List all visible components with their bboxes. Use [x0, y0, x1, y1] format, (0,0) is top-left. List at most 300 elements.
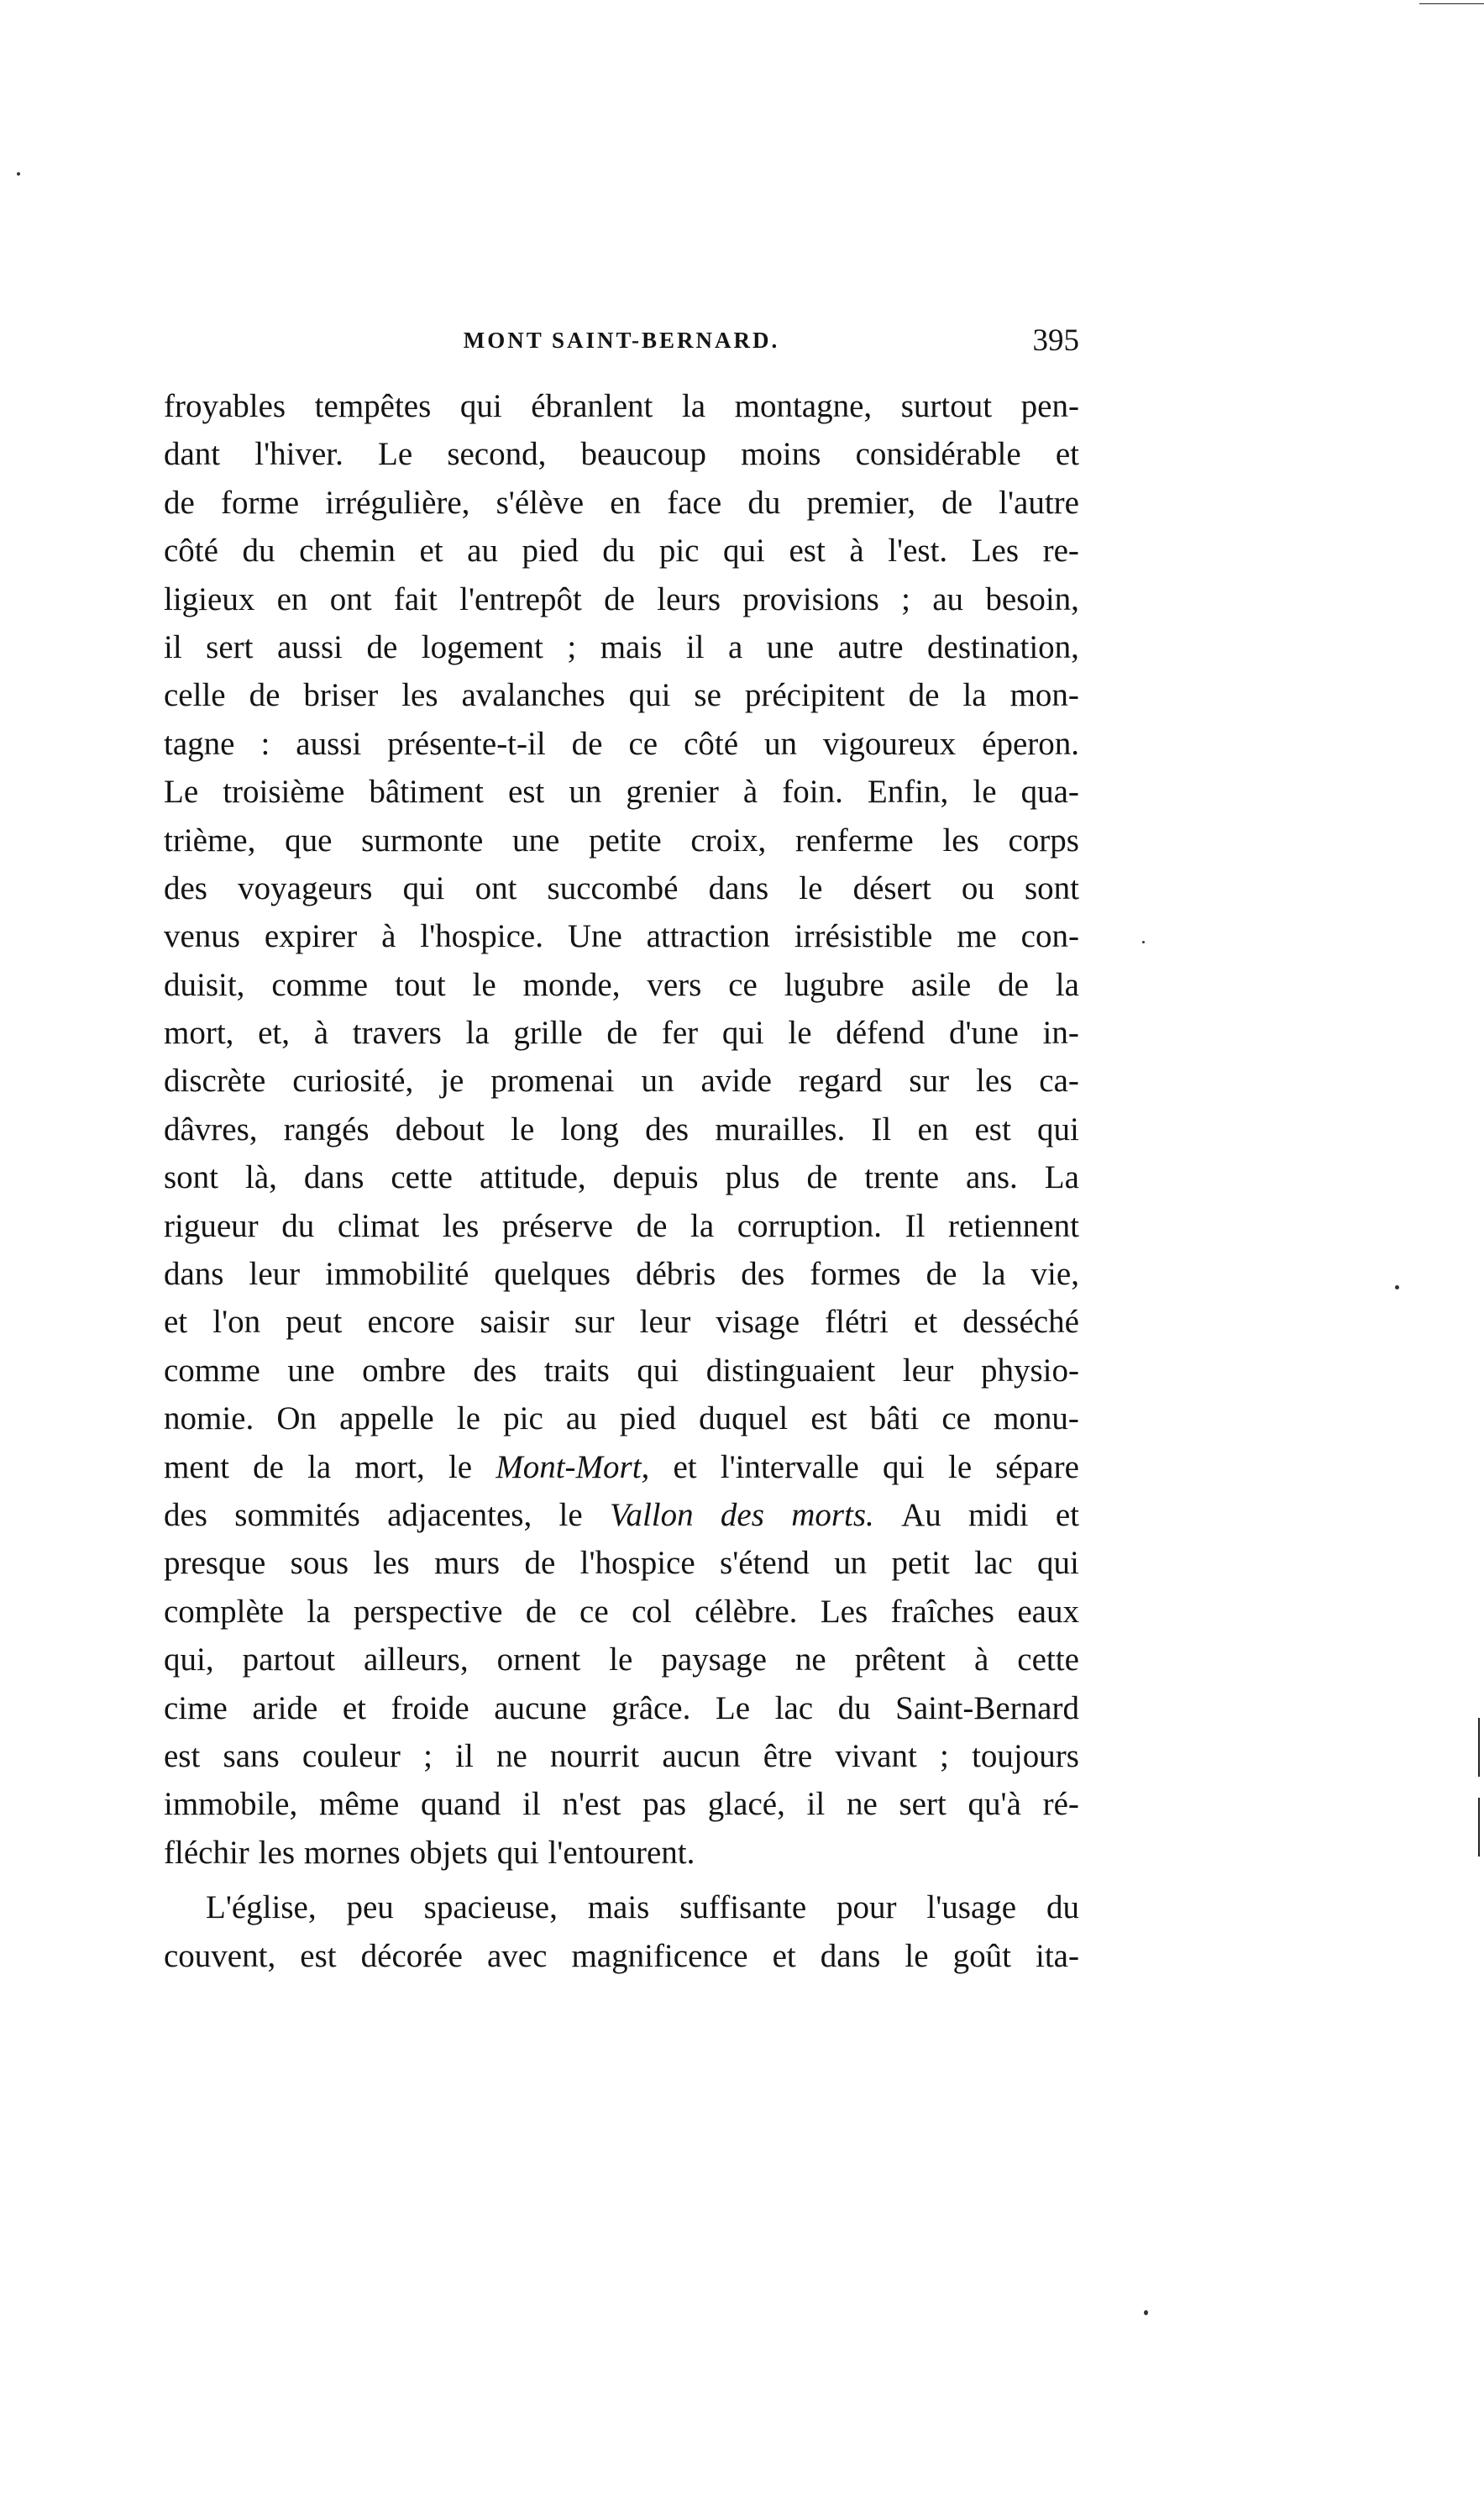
- word: surtout: [900, 388, 993, 424]
- word: ;: [567, 628, 577, 665]
- word: duquel: [699, 1400, 789, 1437]
- word: peut: [286, 1304, 343, 1341]
- word: comme: [271, 966, 369, 1003]
- word: cette: [391, 1159, 453, 1196]
- word: est: [164, 1737, 201, 1774]
- word: pen-: [1020, 388, 1079, 424]
- word: lugubre: [784, 966, 884, 1003]
- word: défend: [836, 1015, 926, 1052]
- word: l'hospice.: [420, 918, 543, 955]
- word: et,: [258, 1015, 291, 1052]
- word: se: [694, 677, 721, 714]
- word: de: [998, 966, 1029, 1003]
- scan-speck: [17, 172, 20, 176]
- word: presque: [164, 1545, 266, 1582]
- word: qui: [637, 1352, 679, 1389]
- word: sont: [164, 1159, 219, 1196]
- word: ce: [579, 1593, 609, 1630]
- text-line: [164, 1491, 1079, 1539]
- word: la: [681, 388, 706, 424]
- text-line: [164, 1780, 1079, 1828]
- word: fait: [393, 580, 438, 617]
- word: la: [962, 677, 987, 714]
- word: une: [287, 1352, 335, 1389]
- word: objets: [409, 1834, 488, 1871]
- word: est: [789, 533, 826, 570]
- word: Mont-Mort,: [496, 1448, 650, 1485]
- word: et: [419, 533, 443, 570]
- word: les: [976, 1063, 1013, 1100]
- word: Le: [715, 1689, 751, 1726]
- scan-edge-mark: [1478, 1718, 1480, 1777]
- word: Les: [820, 1593, 868, 1630]
- word: du: [242, 533, 275, 570]
- word: curiosité,: [292, 1063, 414, 1100]
- text-line: [164, 671, 1079, 719]
- word: troisième: [223, 774, 345, 811]
- word: lac: [774, 1689, 814, 1726]
- word: quand: [421, 1786, 501, 1823]
- word: briser: [303, 677, 379, 714]
- word: le: [558, 1496, 583, 1533]
- word: paysage: [661, 1641, 767, 1678]
- word: irrésistible: [794, 918, 933, 955]
- word: morts.: [791, 1496, 874, 1533]
- word: précipitent: [744, 677, 885, 714]
- word: sert: [899, 1786, 947, 1823]
- word: Vallon: [609, 1496, 694, 1533]
- word: qui: [496, 1834, 539, 1871]
- word: depuis: [612, 1159, 699, 1196]
- text-line: [164, 1636, 1079, 1683]
- text-line: [164, 1106, 1079, 1153]
- word: ligieux: [164, 580, 255, 617]
- word: expirer: [264, 918, 358, 955]
- word: l'est.: [888, 533, 948, 570]
- word: pas: [642, 1786, 687, 1823]
- word: le: [905, 1937, 929, 1974]
- word: second,: [447, 436, 547, 473]
- text-line: [164, 817, 1079, 864]
- text-line: [164, 1009, 1079, 1057]
- text-line: [164, 1250, 1079, 1298]
- word: dans: [820, 1937, 881, 1974]
- word: des: [645, 1111, 690, 1148]
- text-line: [164, 527, 1079, 575]
- word: ornent: [496, 1641, 581, 1678]
- word: retiennent: [948, 1207, 1079, 1244]
- word: face: [667, 484, 722, 521]
- text-line: [164, 382, 1079, 430]
- word: sépare: [995, 1448, 1079, 1485]
- word: un: [764, 725, 798, 762]
- word: On: [276, 1400, 317, 1437]
- word: vie,: [1030, 1256, 1079, 1293]
- text-line: [164, 575, 1079, 623]
- word: ce: [941, 1400, 971, 1437]
- word: mais: [600, 628, 663, 665]
- text-line: [164, 623, 1079, 671]
- word: qua-: [1020, 774, 1079, 811]
- word: côté: [164, 533, 218, 570]
- word: ce: [728, 966, 758, 1003]
- running-head: MONT SAINT-BERNARD.: [463, 328, 780, 353]
- word: adjacentes,: [387, 1496, 532, 1533]
- word: montagne,: [734, 388, 873, 424]
- word: de: [524, 1545, 556, 1582]
- word: mais: [587, 1889, 650, 1926]
- word: foin.: [782, 774, 843, 811]
- page-header: [164, 323, 1079, 365]
- word: et: [1055, 436, 1079, 473]
- word: débris: [635, 1256, 716, 1293]
- word: un: [834, 1545, 868, 1582]
- word: ne: [794, 1641, 826, 1678]
- word: re-: [1042, 533, 1079, 570]
- word: aucun: [662, 1737, 741, 1774]
- text-line: [164, 1347, 1079, 1394]
- word: forme: [220, 484, 300, 521]
- word: fraîches: [890, 1593, 994, 1630]
- word: il: [522, 1786, 541, 1823]
- word: aucune: [494, 1689, 587, 1726]
- text-line: [164, 1732, 1079, 1780]
- word: Au: [901, 1496, 941, 1533]
- word: qui,: [164, 1641, 214, 1678]
- text-line: [164, 1443, 1079, 1491]
- word: discrète: [164, 1063, 266, 1100]
- text-line: [164, 864, 1079, 912]
- word: de: [249, 677, 281, 714]
- word: nomie.: [164, 1400, 254, 1437]
- word: dans: [164, 1256, 224, 1293]
- word: l'entourent.: [548, 1834, 695, 1871]
- word: ment: [164, 1448, 229, 1485]
- word: duisit,: [164, 966, 245, 1003]
- word: vigoureux: [823, 725, 957, 762]
- word: éperon.: [982, 725, 1079, 762]
- word: appelle: [339, 1400, 434, 1437]
- word: irrégulière,: [325, 484, 470, 521]
- word: climat: [337, 1207, 420, 1244]
- word: le: [788, 1015, 812, 1052]
- word: toujours: [972, 1737, 1079, 1774]
- word: l'entrepôt: [459, 580, 582, 617]
- word: celle: [164, 677, 226, 714]
- word: et: [164, 1304, 188, 1341]
- word: célèbre.: [695, 1593, 798, 1630]
- word: leur: [639, 1304, 691, 1341]
- word: spacieuse,: [423, 1889, 558, 1926]
- word: prêtent: [854, 1641, 946, 1678]
- word: n'est: [562, 1786, 621, 1823]
- word: logement: [421, 628, 543, 665]
- word: eaux: [1017, 1593, 1079, 1630]
- word: murs: [434, 1545, 501, 1582]
- word: l'on: [212, 1304, 261, 1341]
- word: destination,: [927, 628, 1079, 665]
- word: le: [472, 966, 496, 1003]
- word: le: [448, 1448, 473, 1485]
- word: cime: [164, 1689, 228, 1726]
- text-line: [164, 1298, 1079, 1346]
- word: long: [560, 1111, 619, 1148]
- word: fléchir: [164, 1834, 249, 1871]
- word: sommités: [234, 1496, 360, 1533]
- word: ita-: [1035, 1937, 1079, 1974]
- word: mon-: [1009, 677, 1079, 714]
- word: est: [974, 1111, 1011, 1148]
- word: ans.: [966, 1159, 1018, 1196]
- word: froide: [391, 1689, 469, 1726]
- word: et: [342, 1689, 366, 1726]
- word: besoin,: [985, 580, 1079, 617]
- word: de: [941, 484, 973, 521]
- word: des: [164, 869, 207, 906]
- word: l'usage: [926, 1889, 1017, 1926]
- word: asile: [910, 966, 972, 1003]
- word: croix,: [690, 822, 767, 859]
- word: Saint-Bernard: [895, 1689, 1079, 1726]
- word: saisir: [480, 1304, 549, 1341]
- word: aride: [252, 1689, 318, 1726]
- word: immobile,: [164, 1786, 298, 1823]
- word: me: [957, 918, 997, 955]
- word: il: [455, 1737, 474, 1774]
- word: goût: [952, 1937, 1011, 1974]
- word: grille: [513, 1015, 583, 1052]
- word: provisions: [742, 580, 879, 617]
- word: les: [442, 1207, 480, 1244]
- word: ca-: [1039, 1063, 1079, 1100]
- word: voyageurs: [238, 869, 373, 906]
- word: moins: [741, 436, 821, 473]
- word: il: [164, 628, 182, 665]
- word: murailles.: [715, 1111, 846, 1148]
- word: de: [806, 1159, 838, 1196]
- word: est: [810, 1400, 847, 1437]
- text-line: [164, 1883, 1079, 1931]
- word: ne: [496, 1737, 527, 1774]
- word: leur: [902, 1352, 954, 1389]
- word: une: [512, 822, 560, 859]
- word: s'étend: [720, 1545, 810, 1582]
- word: l'intervalle: [720, 1448, 859, 1485]
- word: ;: [423, 1737, 433, 1774]
- word: ne: [846, 1786, 878, 1823]
- word: suffisante: [679, 1889, 807, 1926]
- text-line: [164, 479, 1079, 527]
- word: pied: [619, 1400, 676, 1437]
- word: la: [982, 1256, 1006, 1293]
- scan-speck: [1395, 1285, 1399, 1289]
- word: sert: [206, 628, 254, 665]
- word: les: [942, 822, 979, 859]
- word: chemin: [299, 533, 396, 570]
- word: l'hiver.: [254, 436, 343, 473]
- word: un: [641, 1063, 674, 1100]
- word: le: [511, 1111, 535, 1148]
- word: petite: [589, 822, 662, 859]
- word: d'une: [949, 1015, 1019, 1052]
- word: sont: [1024, 869, 1079, 906]
- word: le: [799, 869, 823, 906]
- word: couvent,: [164, 1937, 276, 1974]
- word: a: [728, 628, 743, 665]
- word: monu-: [994, 1400, 1079, 1437]
- word: pic: [503, 1400, 543, 1437]
- word: tempêtes: [314, 388, 432, 424]
- word: qui: [1037, 1545, 1079, 1582]
- word: de: [253, 1448, 284, 1485]
- word: immobilité: [325, 1256, 469, 1293]
- word: travers: [352, 1015, 442, 1052]
- word: à: [849, 533, 864, 570]
- word: beaucoup: [580, 436, 706, 473]
- word: de: [604, 580, 635, 617]
- word: surmonte: [361, 822, 484, 859]
- word: et: [1055, 1496, 1079, 1533]
- word: aussi: [276, 628, 343, 665]
- word: corps: [1008, 822, 1079, 859]
- word: sous: [290, 1545, 349, 1582]
- word: présente-t-il: [387, 725, 546, 762]
- word: sur: [909, 1063, 950, 1100]
- word: renferme: [795, 822, 914, 859]
- word: le: [609, 1641, 633, 1678]
- text-line: [164, 1588, 1079, 1636]
- word: même: [318, 1786, 400, 1823]
- word: la: [307, 1593, 331, 1630]
- word: est: [507, 774, 545, 811]
- word: rangés: [283, 1111, 370, 1148]
- word: des: [741, 1256, 785, 1293]
- word: midi: [968, 1496, 1029, 1533]
- word: avide: [700, 1063, 772, 1100]
- word: corruption.: [737, 1207, 882, 1244]
- word: peu: [346, 1889, 394, 1926]
- word: ré-: [1042, 1786, 1079, 1823]
- word: La: [1044, 1159, 1079, 1196]
- word: bâtiment: [369, 774, 484, 811]
- word: petit: [891, 1545, 950, 1582]
- word: attitude,: [479, 1159, 586, 1196]
- word: à: [973, 1641, 989, 1678]
- word: glacé,: [707, 1786, 785, 1823]
- word: les: [373, 1545, 410, 1582]
- word: trième,: [164, 822, 256, 859]
- word: plus: [725, 1159, 780, 1196]
- word: qui: [723, 533, 765, 570]
- word: il: [685, 628, 705, 665]
- page-number: 395: [1032, 323, 1079, 358]
- word: qui: [628, 677, 671, 714]
- word: je: [440, 1063, 464, 1100]
- word: sans: [223, 1737, 280, 1774]
- word: tagne: [164, 725, 235, 762]
- word: du: [747, 484, 781, 521]
- scan-edge-mark: [1478, 1798, 1480, 1857]
- word: l'autre: [999, 484, 1079, 521]
- word: physio-: [980, 1352, 1079, 1389]
- word: flétri: [825, 1304, 889, 1341]
- text-line: [164, 1829, 1079, 1877]
- word: de: [164, 484, 195, 521]
- word: au: [467, 533, 498, 570]
- word: au: [932, 580, 964, 617]
- word: rigueur: [164, 1207, 259, 1244]
- word: des: [720, 1496, 764, 1533]
- word: quelques: [494, 1256, 611, 1293]
- word: grenier: [626, 774, 719, 811]
- word: in-: [1042, 1015, 1079, 1052]
- word: le: [973, 774, 997, 811]
- word: vers: [647, 966, 702, 1003]
- word: succombé: [547, 869, 679, 906]
- word: s'élève: [496, 484, 585, 521]
- word: Le: [164, 774, 199, 811]
- text-line: [164, 1202, 1079, 1250]
- text-line: [164, 768, 1079, 816]
- word: tout: [394, 966, 446, 1003]
- word: pic: [658, 533, 700, 570]
- word: vivant: [835, 1737, 917, 1774]
- word: comme: [164, 1352, 260, 1389]
- word: de: [366, 628, 398, 665]
- word: qui: [721, 1015, 764, 1052]
- word: la: [465, 1015, 490, 1052]
- word: ailleurs,: [364, 1641, 469, 1678]
- word: monde,: [522, 966, 621, 1003]
- word: lac: [974, 1545, 1013, 1582]
- word: visage: [716, 1304, 800, 1341]
- word: promenai: [490, 1063, 615, 1100]
- word: être: [763, 1737, 813, 1774]
- word: dans: [303, 1159, 364, 1196]
- word: en: [610, 484, 642, 521]
- word: des: [473, 1352, 517, 1389]
- word: et: [914, 1304, 938, 1341]
- word: en: [276, 580, 308, 617]
- body-text: [164, 382, 1079, 1980]
- text-line: [164, 961, 1079, 1009]
- word: du: [281, 1207, 315, 1244]
- word: traits: [543, 1352, 610, 1389]
- word: désert: [852, 869, 931, 906]
- word: perspective: [353, 1593, 503, 1630]
- word: à: [381, 918, 396, 955]
- text-line: [164, 1539, 1079, 1587]
- word: couleur: [302, 1737, 401, 1774]
- word: avec: [486, 1937, 548, 1974]
- word: la: [307, 1448, 332, 1485]
- text-line: [164, 1932, 1079, 1980]
- word: qui: [883, 1448, 925, 1485]
- word: attraction: [646, 918, 770, 955]
- word: décorée: [360, 1937, 463, 1974]
- word: Il: [871, 1111, 892, 1148]
- word: de: [636, 1207, 668, 1244]
- word: la: [690, 1207, 715, 1244]
- text-line: [164, 1153, 1079, 1201]
- word: avalanches: [461, 677, 606, 714]
- word: Le: [378, 436, 413, 473]
- word: qu'à: [967, 1786, 1021, 1823]
- word: froyables: [164, 388, 286, 424]
- word: de: [571, 725, 603, 762]
- word: les: [258, 1834, 295, 1871]
- text-line: [164, 1394, 1079, 1442]
